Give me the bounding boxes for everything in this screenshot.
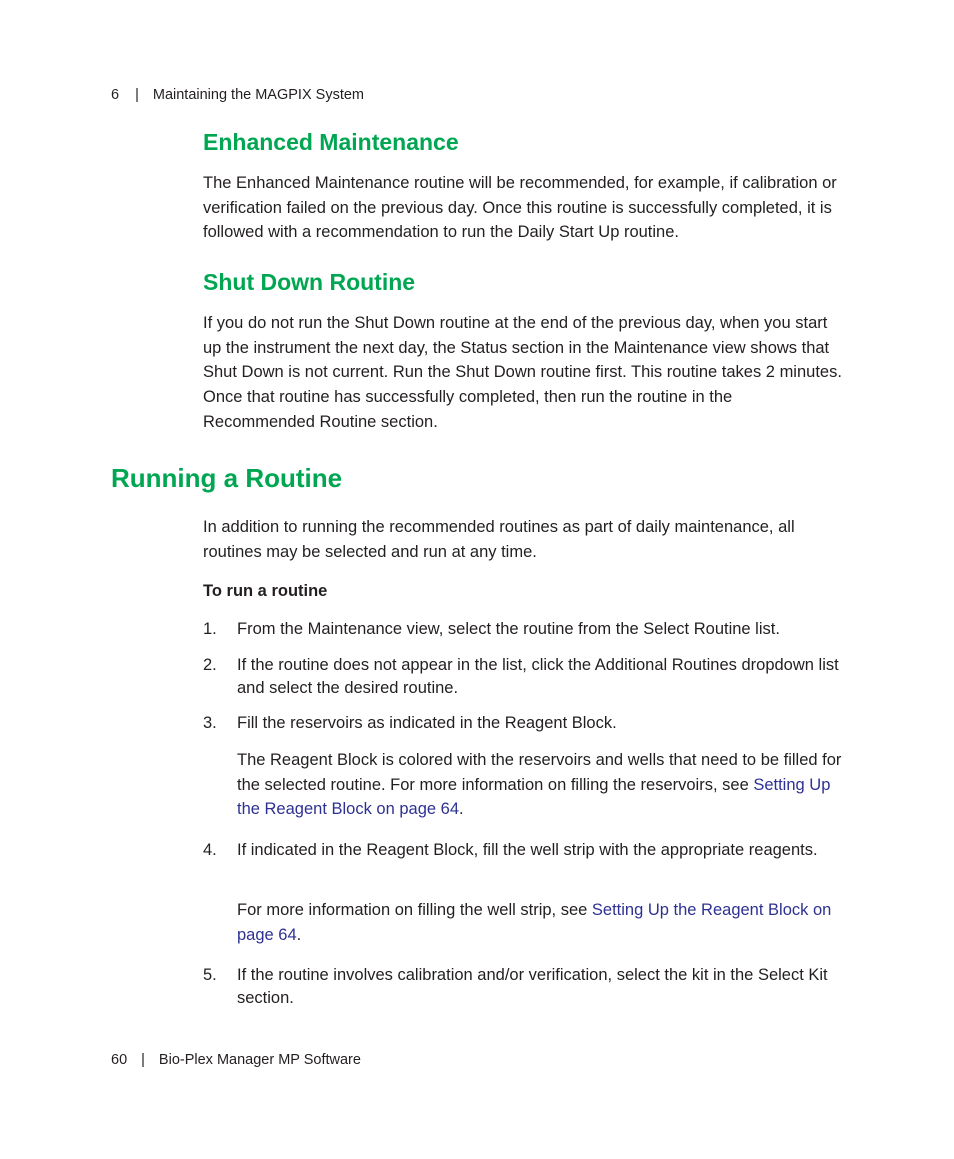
step-number: 3. <box>203 714 217 732</box>
chapter-number: 6 <box>111 87 120 103</box>
step-3-note-end: . <box>459 800 464 818</box>
running-a-routine-heading: Running a Routine <box>111 463 343 493</box>
step-3-note-text: The Reagent Block is colored with the reservoirs and wells that need to be filled for the selected routine. For more information on filling the reservoirs, see <box>237 751 842 794</box>
step-4-note-end: . <box>296 925 302 944</box>
step-text: If the routine does not appear in the list, click the Additional Routines dropdown list and select the desired routine. <box>237 656 839 697</box>
step-text: Fill the reservoirs as indicated in the Reagent Block. <box>237 714 617 732</box>
step-4-note-text: For more information on filling the well strip, see <box>237 901 592 919</box>
step-4-note <box>237 898 843 947</box>
header-separator: | <box>135 87 139 103</box>
enhanced-maintenance-body: The Enhanced Maintenance routine will be recommended, for example, if calibration or verification failed on the previous day. Once this routine is successfully completed, it is followed with a recommendation to run the Daily Start Up routine. <box>203 174 837 242</box>
step-number: 4. <box>203 841 217 859</box>
book-title: Bio-Plex Manager MP Software <box>158 1052 361 1068</box>
step-number: 2. <box>203 656 217 674</box>
step-number: 5. <box>203 966 217 984</box>
running-a-routine-intro: In addition to running the recommended routines as part of daily maintenance, all routines may be selected and run at any time. <box>203 518 795 561</box>
reagent-block-link[interactable]: Setting Up the Reagent Block on page 64 <box>237 775 831 818</box>
step-text: From the Maintenance view, select the routine from the Select Routine list. <box>237 620 780 638</box>
enhanced-maintenance-heading: Enhanced Maintenance <box>203 129 459 155</box>
shut-down-routine-body: If you do not run the Shut Down routine at the end of the previous day, when you start up the instrument the next day, the Status section in the Maintenance view shows that Shut Down is not current. Run the Shut Down routine first. This routine takes 2 minutes. Once that routine has successfully completed, then run the routine in the Recommended Routine section. <box>203 314 842 431</box>
page-number: 60 <box>111 1052 128 1068</box>
running-header <box>111 87 364 103</box>
step-text: If the routine involves calibration and/or verification, select the kit in the Select Kit section. <box>237 966 828 1007</box>
running-footer <box>111 1052 361 1068</box>
shut-down-routine-heading: Shut Down Routine <box>203 269 416 295</box>
footer-separator: | <box>141 1052 145 1068</box>
step-number: 1. <box>203 620 217 638</box>
step-text: If indicated in the Reagent Block, fill the well strip with the appropriate reagents. <box>237 841 818 859</box>
chapter-title: Maintaining the MAGPIX System <box>152 87 365 103</box>
step-3-note <box>237 748 843 822</box>
reagent-block-link[interactable]: Setting Up the Reagent Block on page 64 <box>237 901 832 944</box>
procedure-title: To run a routine <box>203 582 328 600</box>
